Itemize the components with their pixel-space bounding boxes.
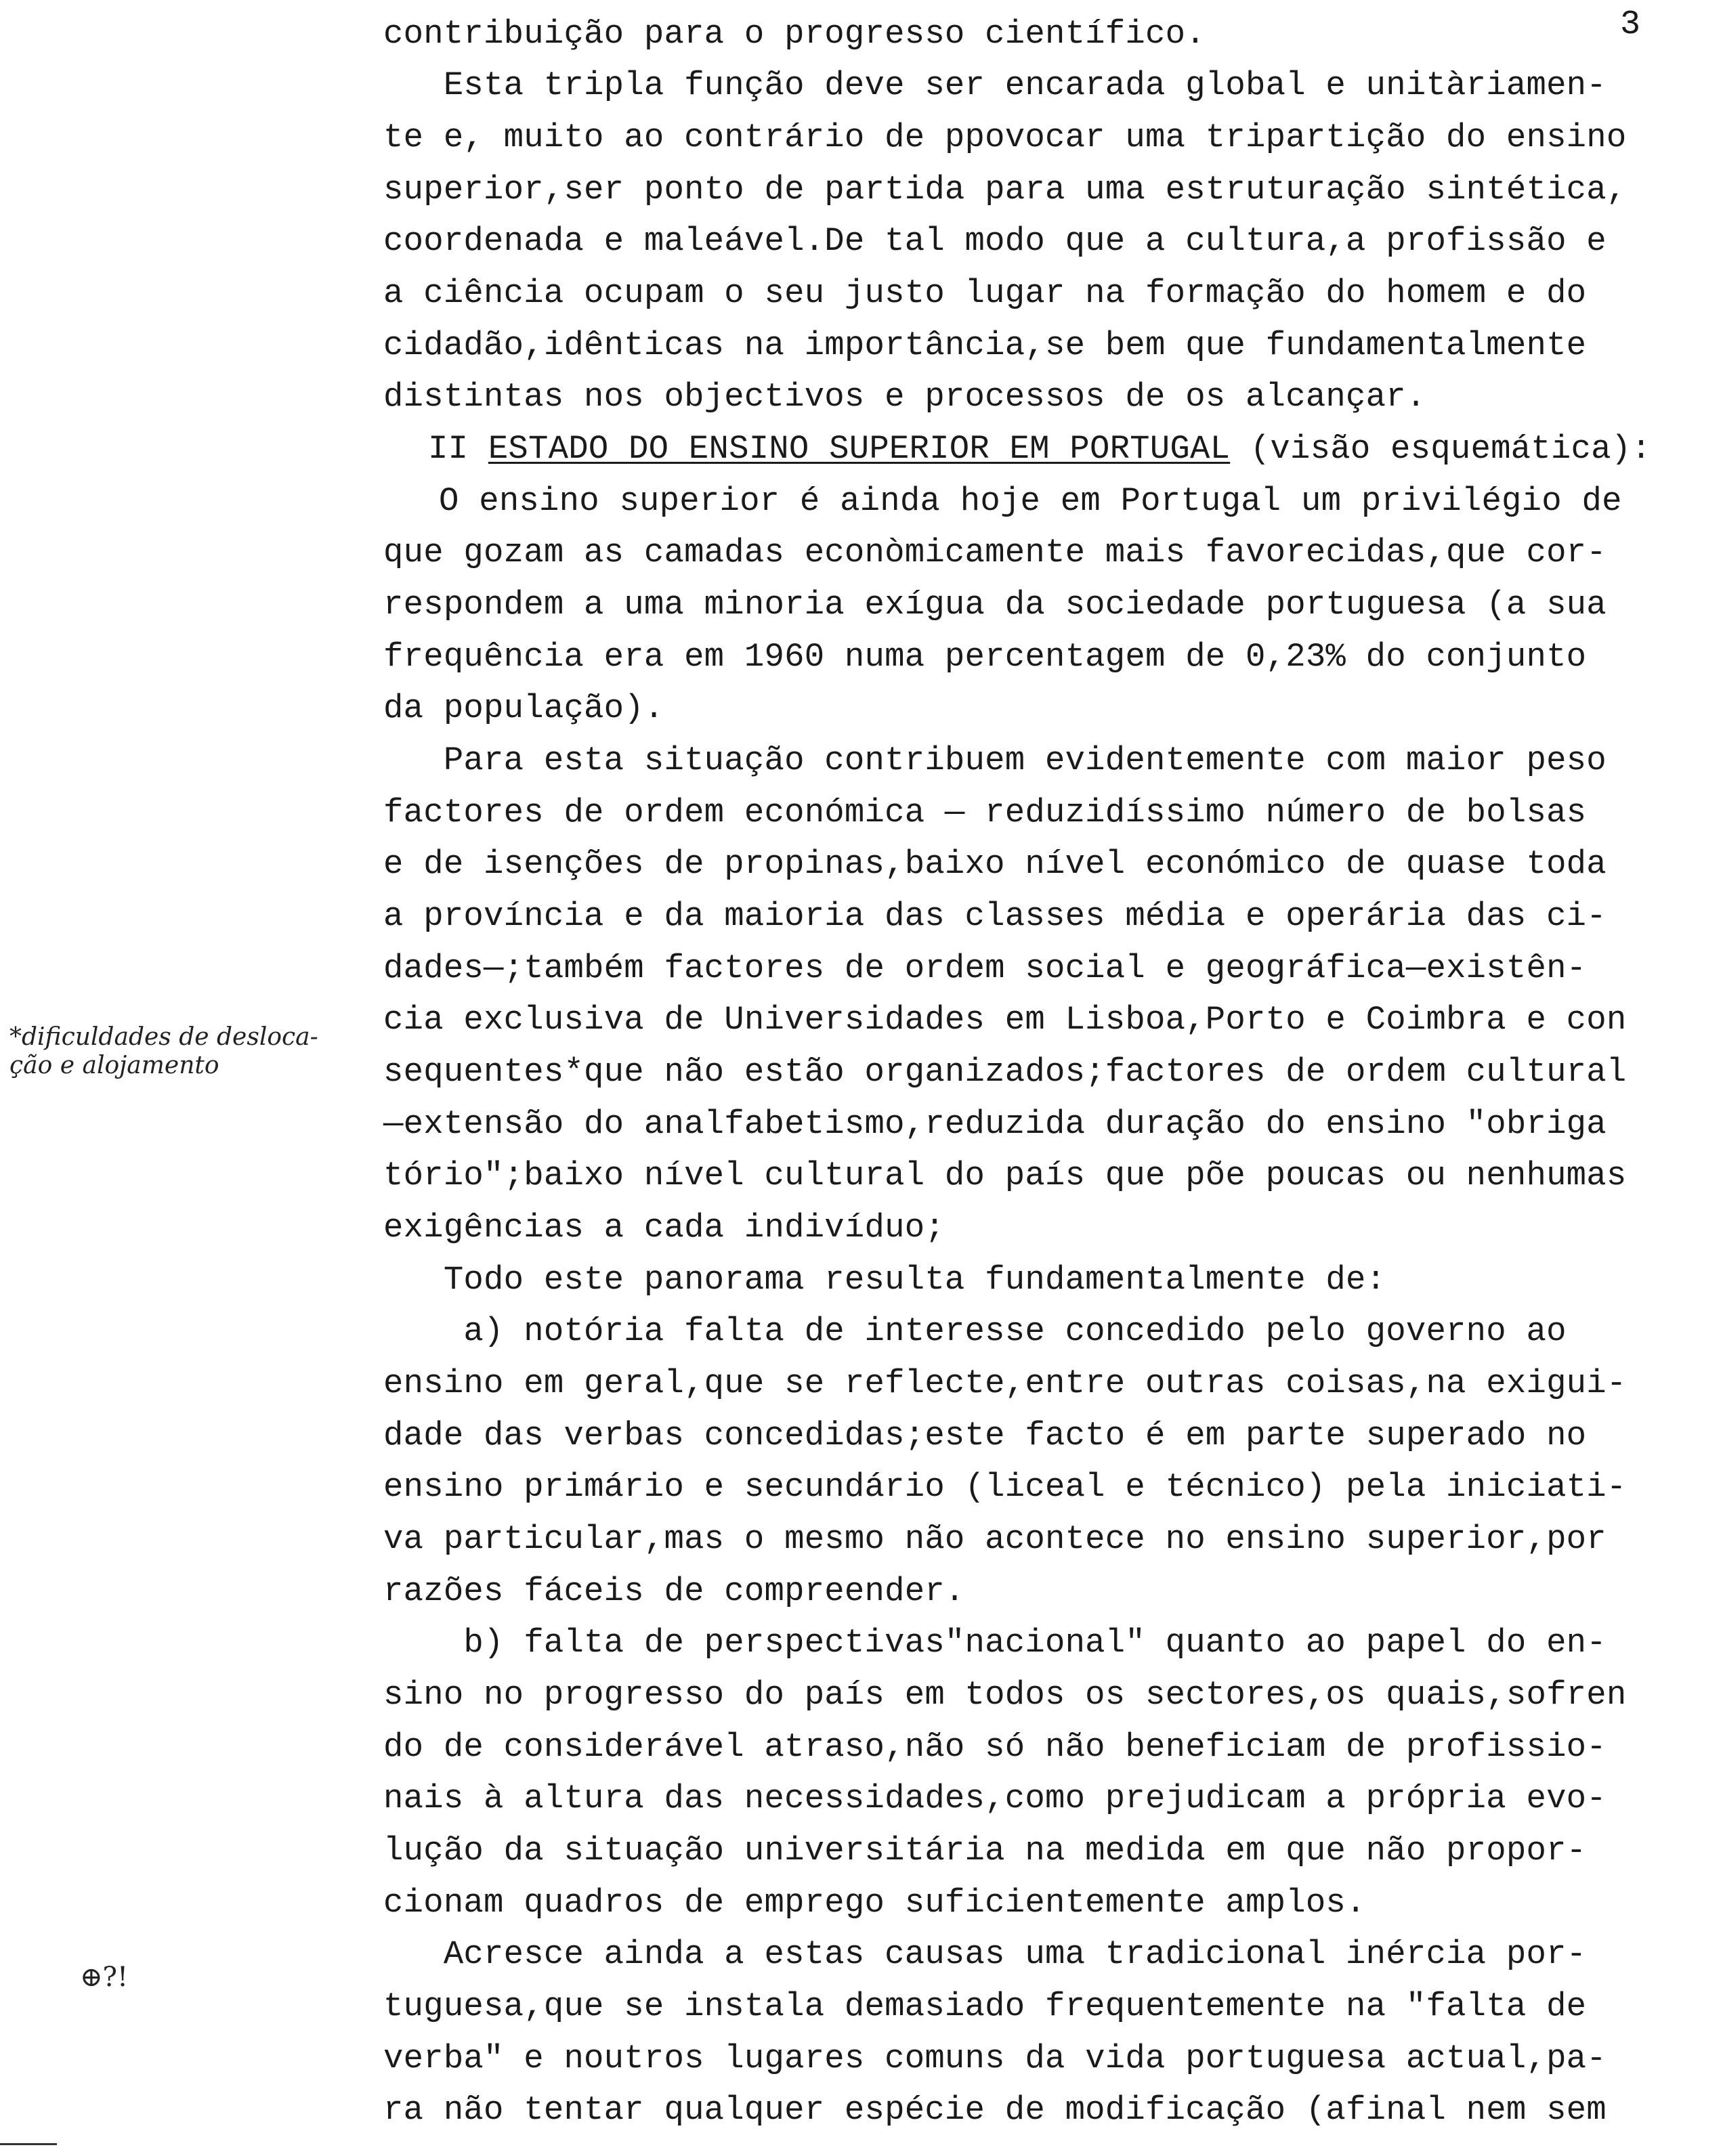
- body-line: ra não tentar qualquer espécie de modificação (afinal nem sem: [383, 2091, 1607, 2129]
- body-line: sequentes*que não estão organizados;factores de ordem cultural: [383, 1053, 1627, 1091]
- body-line: superior,ser ponto de partida para uma estruturação sintética,: [383, 171, 1627, 209]
- body-line: do de considerável atraso,não só não beneficiam de profissio-: [383, 1728, 1607, 1766]
- body-line: dades—;também factores de ordem social e geográfica—existên-: [383, 949, 1587, 987]
- body-line: O ensino superior é ainda hoje em Portugal um privilégio de: [439, 482, 1622, 520]
- body-line: Esta tripla função deve ser encarada global e unitàriamen-: [383, 66, 1607, 104]
- margin-note-line: ção e alojamento: [9, 1052, 219, 1079]
- body-line: distintas nos objectivos e processos de os alcançar.: [383, 378, 1426, 416]
- body-line: Acresce ainda a estas causas uma tradicional inércia por-: [383, 1935, 1587, 1973]
- edge-rule: [0, 2143, 57, 2145]
- body-line: a) notória falta de interesse concedido pelo governo ao: [383, 1312, 1567, 1350]
- body-line: Para esta situação contribuem evidentemente com maior peso: [383, 741, 1607, 779]
- section-heading: [428, 429, 1651, 469]
- margin-note-line: *dificuldades de desloca-: [9, 1023, 318, 1051]
- body-line: a província e da maioria das classes média e operária das ci-: [383, 897, 1607, 935]
- body-line: tório";baixo nível cultural do país que põe poucas ou nenhumas: [383, 1157, 1627, 1194]
- body-line: da população).: [383, 689, 664, 727]
- body-line: ensino em geral,que se reflecte,entre outras coisas,na exigui-: [383, 1364, 1627, 1402]
- body-line: Todo este panorama resulta fundamentalmente de:: [383, 1261, 1386, 1299]
- body-line: que gozam as camadas econòmicamente mais favorecidas,que cor-: [383, 534, 1607, 572]
- body-line: coordenada e maleável.De tal modo que a cultura,a profissão e: [383, 222, 1607, 260]
- page-number: 3: [1620, 5, 1641, 44]
- body-line: cia exclusiva de Universidades em Lisboa,Porto e Coimbra e con: [383, 1001, 1627, 1039]
- body-line: e de isenções de propinas,baixo nível económico de quase toda: [383, 845, 1607, 883]
- body-line: —extensão do analfabetismo,reduzida duração do ensino "obriga: [383, 1105, 1607, 1143]
- body-line: ensino primário e secundário (liceal e técnico) pela iniciati-: [383, 1468, 1627, 1506]
- body-line: respondem a uma minoria exígua da sociedade portuguesa (a sua: [383, 586, 1607, 624]
- body-line: exigências a cada indivíduo;: [383, 1209, 945, 1247]
- body-line: dade das verbas concedidas;este facto é em parte superado no: [383, 1417, 1587, 1454]
- section-heading-text: ESTADO DO ENSINO SUPERIOR EM PORTUGAL: [488, 430, 1231, 468]
- section-number: II: [428, 430, 488, 468]
- section-heading-note: (visão esquemática):: [1230, 430, 1651, 468]
- body-line: tuguesa,que se instala demasiado frequentemente na "falta de: [383, 1987, 1587, 2025]
- body-line: a ciência ocupam o seu justo lugar na formação do homem e do: [383, 274, 1587, 312]
- body-line: sino no progresso do país em todos os sectores,os quais,sofren: [383, 1676, 1627, 1714]
- body-line: cionam quadros de emprego suficientemente amplos.: [383, 1884, 1366, 1922]
- body-line: factores de ordem económica — reduzidíssimo número de bolsas: [383, 794, 1587, 832]
- body-line: verba" e noutros lugares comuns da vida portuguesa actual,pa-: [383, 2040, 1607, 2077]
- body-line: va particular,mas o mesmo não acontece no ensino superior,por: [383, 1520, 1607, 1558]
- body-line: frequência era em 1960 numa percentagem de 0,23% do conjunto: [383, 638, 1587, 676]
- body-line: nais à altura das necessidades,como prejudicam a própria evo-: [383, 1780, 1607, 1817]
- body-line: lução da situação universitária na medida em que não propor-: [383, 1832, 1587, 1870]
- margin-note-query: ⊕?!: [80, 1962, 129, 1993]
- body-line: contribuição para o progresso científico.: [383, 15, 1206, 53]
- body-line: razões fáceis de compreender.: [383, 1572, 965, 1610]
- body-line: cidadão,idênticas na importância,se bem que fundamentalmente: [383, 326, 1587, 364]
- body-line: b) falta de perspectivas"nacional" quanto ao papel do en-: [383, 1624, 1607, 1662]
- body-line: te e, muito ao contrário de ppovocar uma tripartição do ensino: [383, 118, 1627, 156]
